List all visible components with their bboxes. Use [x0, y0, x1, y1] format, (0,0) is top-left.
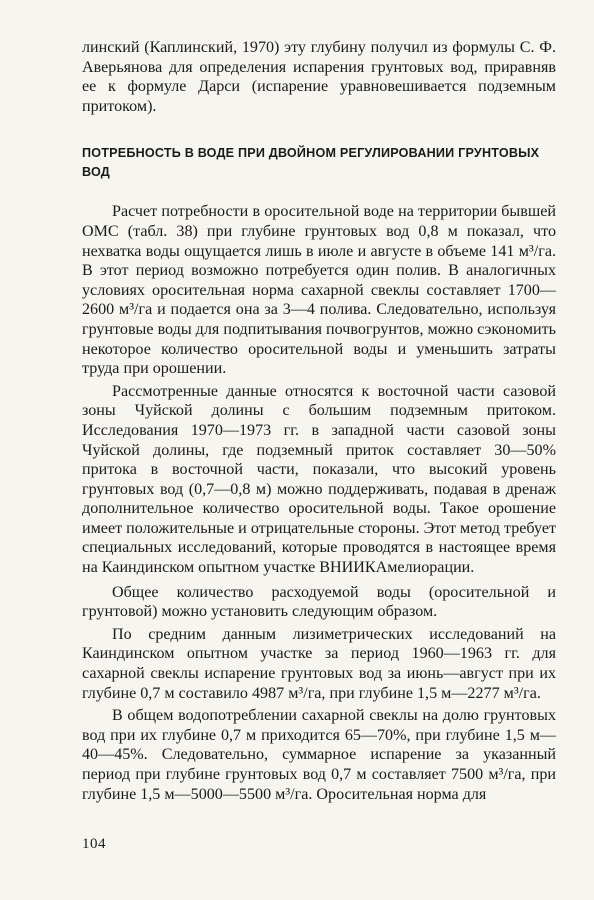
paragraph-4: По средним данным лизиметрических исследований на Каиндинском опытном участке за период 1960—1963 гг. для сахарной свеклы испарение грунтовых вод за июнь—август при их глубине 0,7 м составило 4987 м³/га, при глубине 1,5 м—2277 м³/га.: [82, 625, 556, 702]
page-number: 104: [82, 836, 106, 852]
section-heading: ПОТРЕБНОСТЬ В ВОДЕ ПРИ ДВОЙНОМ РЕГУЛИРОВАНИИ ГРУНТОВЫХ ВОД: [82, 146, 540, 180]
paragraph-5: В общем водопотреблении сахарной свеклы на долю грунтовых вод при их глубине 0,7 м приходится 65—70%, при глубине 1,5 м—40—45%. Следовательно, суммарное испарение за указанный период при глубине грунтовых вод 0,7 м составляет 7500 м³/га, при глубине 1,5 м—5000—5500 м³/га. Оросительная норма для: [82, 707, 556, 803]
paragraph-continued: линский (Каплинский, 1970) эту глубину получил из формулы С. Ф. Аверьянова для определения испарения грунтовых вод, приравняв ее к формуле Дарси (испарение уравновешивается подземным притоком).: [82, 39, 556, 115]
paragraph-1: Расчет потребности в оросительной воде на территории бывшей ОМС (табл. 38) при глубине грунтовых вод 0,8 м показал, что нехватка воды ощущается лишь в июле и августе в объеме 141 м³/га. В этот период возможно потребуется один полив. В аналогичных условиях оросительная норма сахарной свеклы составляет 1700—2600 м³/га и подается она за 3—4 полива. Следовательно, используя грунтовые воды для подпитывания почвогрунтов, можно сэкономить некоторое количество оросительной воды и уменьшить затраты труда при орошении.: [82, 203, 556, 378]
paragraph-2: Рассмотренные данные относятся к восточной части сазовой зоны Чуйской долины с большим подземным притоком. Исследования 1970—1973 гг. в западной части сазовой зоны Чуйской долины, где подземный приток составляет 30—50% притока в восточной части, показали, что высокий уровень грунтовых вод (0,7—0,8 м) можно поддерживать, подавая в дренаж дополнительное количество оросительной воды. Такое орошение имеет положительные и отрицательные стороны. Этот метод требует специальных исследований, которые проводятся в настоящее время на Каиндинском опытном участке ВНИИКАмелиорации.: [82, 382, 556, 577]
paragraph-3: Общее количество расходуемой воды (оросительной и грунтовой) можно установить следующим образом.: [82, 583, 556, 621]
